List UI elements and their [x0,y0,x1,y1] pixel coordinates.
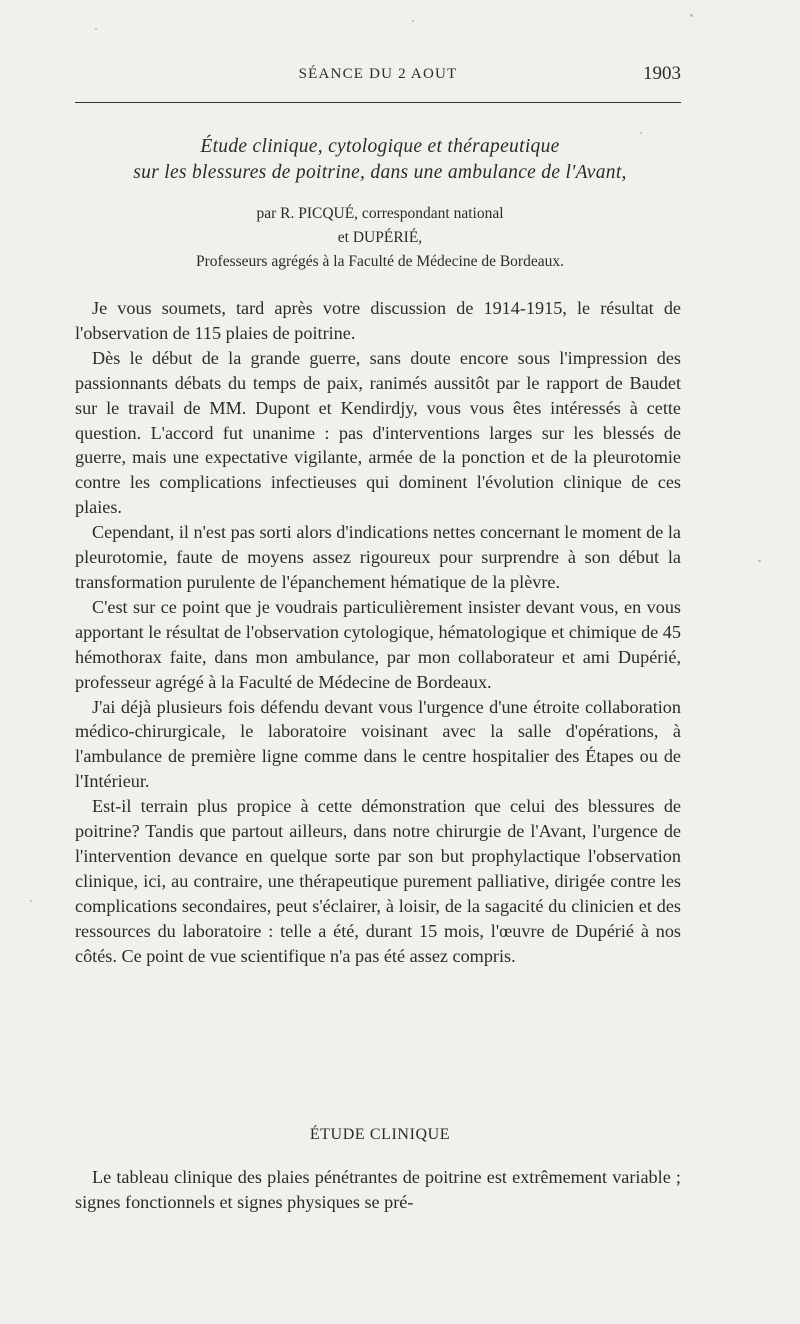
paragraph: J'ai déjà plusieurs fois défendu devant vous l'urgence d'une étroite collaboration médico-chirurgicale, le laboratoire voisinant avec la salle d'opérations, à l'ambulance de première ligne comme dans le centre hospitalier des Étapes ou de l'Intérieur. [75,696,681,792]
author-line-3: Professeurs agrégés à la Faculté de Médecine de Bordeaux. [196,253,564,270]
paragraph: Le tableau clinique des plaies pénétrantes de poitrine est extrêmement variable ; signes fonctionnels et signes physiques se pré- [75,1167,681,1212]
paragraph: Est-il terrain plus propice à cette démonstration que celui des blessures de poitrine? Tandis que partout ailleurs, dans notre chirurgie de l'Avant, l'urgence de l'intervention devance en quelque sorte par son but prophylactique l'observation clinique, ici, au contraire, une thérapeutique purement palliative, dirigée contre les complications secondaires, peut s'éclairer, à loisir, de la sagacité du clinicien et des ressources du laboratoire : telle a été, durant 15 mois, l'œuvre de Dupérié à nos côtés. Ce point de vue scientifique n'a pas été assez compris. [75,796,681,966]
author-line-2: et DUPÉRIÉ, [337,229,423,246]
paragraph: Cependant, il n'est pas sorti alors d'indications nettes concernant le moment de la pleurotomie, faute de moyens assez rigoureux pour surprendre à son début la transformation purulente de l'épanchement hématique de la plèvre. [75,522,681,592]
title-line-2: sur les blessures de poitrine, dans une ambulance de l'Avant, [133,162,627,183]
paragraph: Je vous soumets, tard après votre discussion de 1914-1915, le résultat de l'observation de 115 plaies de poitrine. [75,298,681,343]
author-line-1: par R. PICQUÉ, correspondant national [256,205,504,222]
author-block [60,202,700,274]
page-number: 1903 [643,63,681,84]
running-title: SÉANCE DU 2 AOUT [298,66,458,82]
paragraph: C'est sur ce point que je voudrais particulièrement insister devant vous, en vous apportant le résultat de l'observation cytologique, hématologique et chimique de 45 hémothorax faite, dans mon ambulance, par mon collaborateur et ami Dupérié, professeur agrégé à la Faculté de Médecine de Bordeaux. [75,596,681,692]
title-line-1: Étude clinique, cytologique et thérapeutique [200,136,560,157]
header-rule [75,102,681,103]
article-body [75,296,681,968]
article-title [60,134,700,186]
section-heading: ÉTUDE CLINIQUE [309,1126,451,1143]
paragraph: Dès le début de la grande guerre, sans doute encore sous l'impression des passionnants débats du temps de paix, ranimés aussitôt par le rapport de Baudet sur le travail de MM. Dupont et Kendirdjy, vous vous êtes intéressés à cette question. L'accord fut unanime : pas d'interventions larges sur les blessés de guerre, mais une expectative vigilante, armée de la ponction et de la pleurotomie contre les complications infectieuses qui dominent l'évolution clinique de ces plaies. [75,347,681,518]
section-body [75,1165,681,1215]
page-header [75,62,681,92]
